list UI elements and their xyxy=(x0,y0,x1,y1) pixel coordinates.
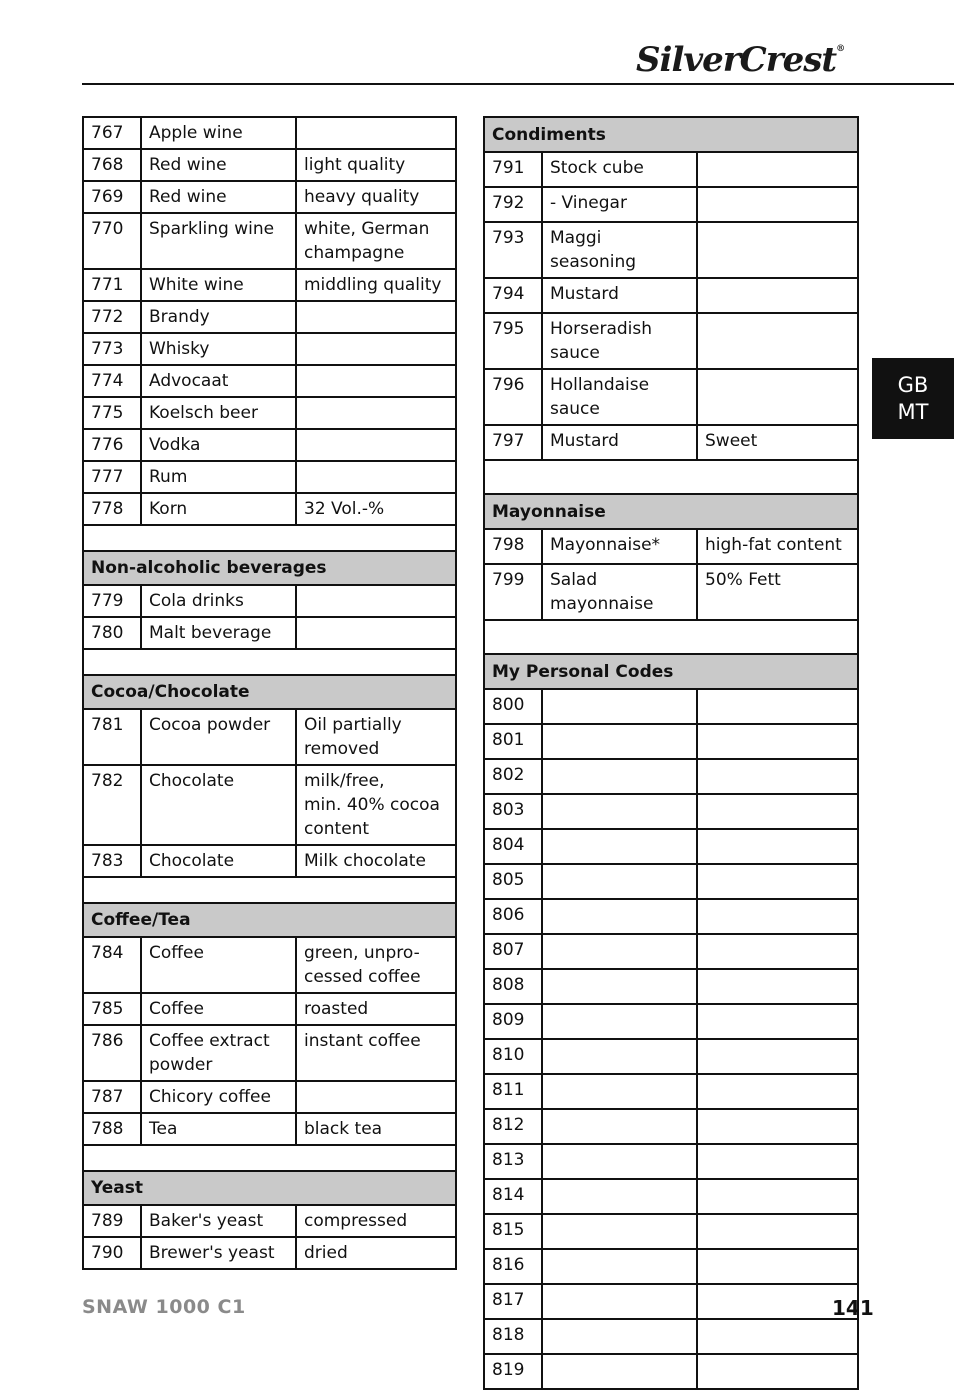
code-cell: 795 xyxy=(484,313,542,369)
food-name-cell: Chocolate xyxy=(141,765,296,845)
food-note-cell xyxy=(697,1214,858,1249)
food-note-cell xyxy=(697,1179,858,1214)
code-cell: 814 xyxy=(484,1179,542,1214)
code-table-left xyxy=(82,116,457,1270)
food-name-cell xyxy=(542,1284,697,1319)
code-cell: 787 xyxy=(83,1081,141,1113)
food-note-cell xyxy=(296,429,456,461)
spacer-cell xyxy=(484,620,858,654)
food-name-cell: Cola drinks xyxy=(141,585,296,617)
table-row xyxy=(83,269,456,301)
food-name-cell: Cocoa powder xyxy=(141,709,296,765)
food-name-cell xyxy=(542,829,697,864)
header-rule xyxy=(82,83,954,85)
food-note-cell xyxy=(296,1081,456,1113)
table-row xyxy=(83,493,456,525)
food-name-cell: Brandy xyxy=(141,301,296,333)
spacer-cell xyxy=(83,1145,456,1171)
code-cell: 778 xyxy=(83,493,141,525)
table-row xyxy=(83,937,456,993)
food-note-cell: instant coffee xyxy=(296,1025,456,1081)
food-note-cell xyxy=(697,278,858,313)
spacer-row xyxy=(484,460,858,494)
food-name-cell: Advocaat xyxy=(141,365,296,397)
food-note-cell xyxy=(697,1319,858,1354)
food-note-cell xyxy=(697,969,858,1004)
code-cell: 768 xyxy=(83,149,141,181)
table-row xyxy=(83,117,456,149)
food-note-cell xyxy=(296,365,456,397)
code-cell: 807 xyxy=(484,934,542,969)
food-name-cell xyxy=(542,934,697,969)
section-title: Coffee/Tea xyxy=(83,903,456,937)
section-title: Non-alcoholic beverages xyxy=(83,551,456,585)
food-note-cell xyxy=(697,1354,858,1389)
food-name-cell: Chocolate xyxy=(141,845,296,877)
food-note-cell xyxy=(697,152,858,187)
table-row xyxy=(484,1354,858,1389)
section-header-row xyxy=(83,903,456,937)
food-name-cell: Koelsch beer xyxy=(141,397,296,429)
language-tab-line-2: MT xyxy=(897,399,929,424)
food-name-cell: - Vinegar xyxy=(542,187,697,222)
table-row xyxy=(484,564,858,620)
food-name-cell xyxy=(542,1319,697,1354)
spacer-cell xyxy=(83,877,456,903)
language-tab xyxy=(872,358,954,439)
table-row xyxy=(83,213,456,269)
code-cell: 781 xyxy=(83,709,141,765)
food-name-cell: Sparkling wine xyxy=(141,213,296,269)
table-row xyxy=(484,313,858,369)
food-note-cell: 50% Fett xyxy=(697,564,858,620)
food-note-cell xyxy=(697,864,858,899)
code-cell: 785 xyxy=(83,993,141,1025)
code-cell: 802 xyxy=(484,759,542,794)
food-name-cell: Malt beverage xyxy=(141,617,296,649)
food-note-cell: green, unpro-cessed coffee xyxy=(296,937,456,993)
code-cell: 770 xyxy=(83,213,141,269)
food-note-cell xyxy=(296,397,456,429)
food-name-cell xyxy=(542,969,697,1004)
table-row xyxy=(484,1179,858,1214)
language-tab-line-1: GB xyxy=(897,372,929,397)
food-note-cell xyxy=(697,759,858,794)
food-name-cell: Apple wine xyxy=(141,117,296,149)
table-row xyxy=(484,899,858,934)
section-header-row xyxy=(83,1171,456,1205)
food-note-cell: light quality xyxy=(296,149,456,181)
food-name-cell: Horseradish sauce xyxy=(542,313,697,369)
brand-logo: SilverCrest® xyxy=(636,40,845,80)
food-note-cell: dried xyxy=(296,1237,456,1269)
food-note-cell xyxy=(697,1109,858,1144)
food-note-cell xyxy=(697,1144,858,1179)
code-cell: 819 xyxy=(484,1354,542,1389)
food-note-cell xyxy=(697,369,858,425)
table-row xyxy=(484,278,858,313)
table-row xyxy=(83,333,456,365)
code-cell: 805 xyxy=(484,864,542,899)
code-cell: 801 xyxy=(484,724,542,759)
page-number: 141 xyxy=(832,1296,874,1320)
food-note-cell xyxy=(697,794,858,829)
food-name-cell xyxy=(542,1039,697,1074)
code-cell: 790 xyxy=(83,1237,141,1269)
spacer-row xyxy=(83,525,456,551)
code-cell: 793 xyxy=(484,222,542,278)
code-cell: 782 xyxy=(83,765,141,845)
code-cell: 803 xyxy=(484,794,542,829)
food-name-cell: Hollandaise sauce xyxy=(542,369,697,425)
code-cell: 799 xyxy=(484,564,542,620)
spacer-row xyxy=(484,620,858,654)
food-name-cell xyxy=(542,1354,697,1389)
table-row xyxy=(484,152,858,187)
code-cell: 772 xyxy=(83,301,141,333)
table-row xyxy=(484,369,858,425)
food-note-cell xyxy=(697,899,858,934)
food-note-cell xyxy=(697,689,858,724)
table-row xyxy=(484,187,858,222)
table-row xyxy=(484,724,858,759)
food-note-cell: Oil partially removed xyxy=(296,709,456,765)
table-row xyxy=(83,585,456,617)
food-note-cell xyxy=(296,585,456,617)
spacer-row xyxy=(83,877,456,903)
food-note-cell xyxy=(697,187,858,222)
food-note-cell xyxy=(296,301,456,333)
food-name-cell xyxy=(542,1109,697,1144)
food-name-cell: Red wine xyxy=(141,181,296,213)
table-row xyxy=(484,759,858,794)
food-note-cell xyxy=(697,724,858,759)
table-row xyxy=(484,1004,858,1039)
food-name-cell: Tea xyxy=(141,1113,296,1145)
food-name-cell xyxy=(542,724,697,759)
table-row xyxy=(83,709,456,765)
table-row xyxy=(83,461,456,493)
code-cell: 779 xyxy=(83,585,141,617)
food-note-cell: 32 Vol.-% xyxy=(296,493,456,525)
food-name-cell xyxy=(542,899,697,934)
table-row xyxy=(83,429,456,461)
code-cell: 784 xyxy=(83,937,141,993)
section-header-row xyxy=(484,494,858,529)
code-cell: 786 xyxy=(83,1025,141,1081)
spacer-cell xyxy=(83,525,456,551)
code-cell: 816 xyxy=(484,1249,542,1284)
code-cell: 813 xyxy=(484,1144,542,1179)
food-name-cell xyxy=(542,794,697,829)
food-name-cell xyxy=(542,1004,697,1039)
food-name-cell: White wine xyxy=(141,269,296,301)
food-name-cell: Coffee extract powder xyxy=(141,1025,296,1081)
food-name-cell: Salad mayonnaise xyxy=(542,564,697,620)
section-header-row xyxy=(484,117,858,152)
table-row xyxy=(484,1039,858,1074)
table-row xyxy=(83,993,456,1025)
code-cell: 796 xyxy=(484,369,542,425)
table-row xyxy=(484,1144,858,1179)
code-cell: 810 xyxy=(484,1039,542,1074)
food-name-cell: Baker's yeast xyxy=(141,1205,296,1237)
table-row xyxy=(484,222,858,278)
table-row xyxy=(484,829,858,864)
food-note-cell xyxy=(296,461,456,493)
code-cell: 811 xyxy=(484,1074,542,1109)
spacer-row xyxy=(83,649,456,675)
food-note-cell: roasted xyxy=(296,993,456,1025)
food-note-cell xyxy=(296,117,456,149)
food-note-cell: white, German champagne xyxy=(296,213,456,269)
table-row xyxy=(484,969,858,1004)
table-row xyxy=(484,864,858,899)
code-cell: 775 xyxy=(83,397,141,429)
food-note-cell: compressed xyxy=(296,1205,456,1237)
code-cell: 767 xyxy=(83,117,141,149)
code-cell: 800 xyxy=(484,689,542,724)
spacer-row xyxy=(83,1145,456,1171)
food-note-cell xyxy=(697,313,858,369)
table-row xyxy=(484,1284,858,1319)
section-title: Cocoa/Chocolate xyxy=(83,675,456,709)
food-name-cell xyxy=(542,1249,697,1284)
spacer-cell xyxy=(83,649,456,675)
table-row xyxy=(83,365,456,397)
code-cell: 789 xyxy=(83,1205,141,1237)
section-title: Yeast xyxy=(83,1171,456,1205)
food-note-cell: milk/free, min. 40% cocoa content xyxy=(296,765,456,845)
code-cell: 792 xyxy=(484,187,542,222)
table-row xyxy=(484,1214,858,1249)
table-row xyxy=(83,1113,456,1145)
food-name-cell xyxy=(542,1179,697,1214)
food-note-cell xyxy=(697,1039,858,1074)
code-cell: 818 xyxy=(484,1319,542,1354)
food-name-cell: Red wine xyxy=(141,149,296,181)
table-row xyxy=(83,181,456,213)
food-name-cell: Rum xyxy=(141,461,296,493)
table-row xyxy=(484,1249,858,1284)
food-note-cell: black tea xyxy=(296,1113,456,1145)
food-note-cell xyxy=(296,333,456,365)
code-cell: 797 xyxy=(484,425,542,460)
food-note-cell: middling quality xyxy=(296,269,456,301)
code-cell: 798 xyxy=(484,529,542,564)
food-name-cell xyxy=(542,864,697,899)
table-row xyxy=(484,934,858,969)
food-name-cell: Vodka xyxy=(141,429,296,461)
code-cell: 808 xyxy=(484,969,542,1004)
food-note-cell: Milk chocolate xyxy=(296,845,456,877)
code-cell: 794 xyxy=(484,278,542,313)
section-header-row xyxy=(83,675,456,709)
code-cell: 804 xyxy=(484,829,542,864)
table-row xyxy=(484,529,858,564)
table-row xyxy=(484,689,858,724)
food-name-cell: Mayonnaise* xyxy=(542,529,697,564)
food-name-cell: Mustard xyxy=(542,425,697,460)
section-title: Mayonnaise xyxy=(484,494,858,529)
code-cell: 776 xyxy=(83,429,141,461)
food-name-cell: Mustard xyxy=(542,278,697,313)
section-title: My Personal Codes xyxy=(484,654,858,689)
table-row xyxy=(83,617,456,649)
food-name-cell xyxy=(542,1074,697,1109)
table-row xyxy=(484,1109,858,1144)
section-header-row xyxy=(83,551,456,585)
table-row xyxy=(83,1025,456,1081)
code-cell: 773 xyxy=(83,333,141,365)
spacer-cell xyxy=(484,460,858,494)
food-note-cell xyxy=(697,1249,858,1284)
table-row xyxy=(83,149,456,181)
food-name-cell: Maggi seasoning xyxy=(542,222,697,278)
code-cell: 771 xyxy=(83,269,141,301)
food-note-cell: high-fat content xyxy=(697,529,858,564)
code-cell: 777 xyxy=(83,461,141,493)
food-name-cell: Stock cube xyxy=(542,152,697,187)
food-note-cell: Sweet xyxy=(697,425,858,460)
food-name-cell: Coffee xyxy=(141,993,296,1025)
food-note-cell xyxy=(697,1004,858,1039)
code-cell: 783 xyxy=(83,845,141,877)
model-number: SNAW 1000 C1 xyxy=(82,1296,246,1318)
food-name-cell xyxy=(542,689,697,724)
code-cell: 780 xyxy=(83,617,141,649)
code-cell: 774 xyxy=(83,365,141,397)
food-name-cell: Korn xyxy=(141,493,296,525)
food-note-cell: heavy quality xyxy=(296,181,456,213)
code-cell: 812 xyxy=(484,1109,542,1144)
food-name-cell xyxy=(542,1214,697,1249)
food-note-cell xyxy=(697,934,858,969)
food-note-cell xyxy=(296,617,456,649)
food-note-cell xyxy=(697,829,858,864)
table-row xyxy=(484,794,858,829)
food-name-cell xyxy=(542,1144,697,1179)
table-row xyxy=(83,397,456,429)
table-row xyxy=(83,845,456,877)
table-row xyxy=(83,1081,456,1113)
code-cell: 769 xyxy=(83,181,141,213)
code-cell: 806 xyxy=(484,899,542,934)
food-name-cell: Brewer's yeast xyxy=(141,1237,296,1269)
code-table-right xyxy=(483,116,859,1390)
table-row xyxy=(83,1237,456,1269)
food-note-cell xyxy=(697,1074,858,1109)
section-header-row xyxy=(484,654,858,689)
food-name-cell: Whisky xyxy=(141,333,296,365)
table-row xyxy=(83,765,456,845)
code-cell: 809 xyxy=(484,1004,542,1039)
section-title: Condiments xyxy=(484,117,858,152)
code-cell: 788 xyxy=(83,1113,141,1145)
table-row xyxy=(83,301,456,333)
food-note-cell xyxy=(697,222,858,278)
table-row xyxy=(484,1319,858,1354)
code-cell: 815 xyxy=(484,1214,542,1249)
food-name-cell: Chicory coffee xyxy=(141,1081,296,1113)
table-row xyxy=(484,1074,858,1109)
food-name-cell xyxy=(542,759,697,794)
table-row xyxy=(484,425,858,460)
table-row xyxy=(83,1205,456,1237)
code-cell: 791 xyxy=(484,152,542,187)
food-name-cell: Coffee xyxy=(141,937,296,993)
code-cell: 817 xyxy=(484,1284,542,1319)
